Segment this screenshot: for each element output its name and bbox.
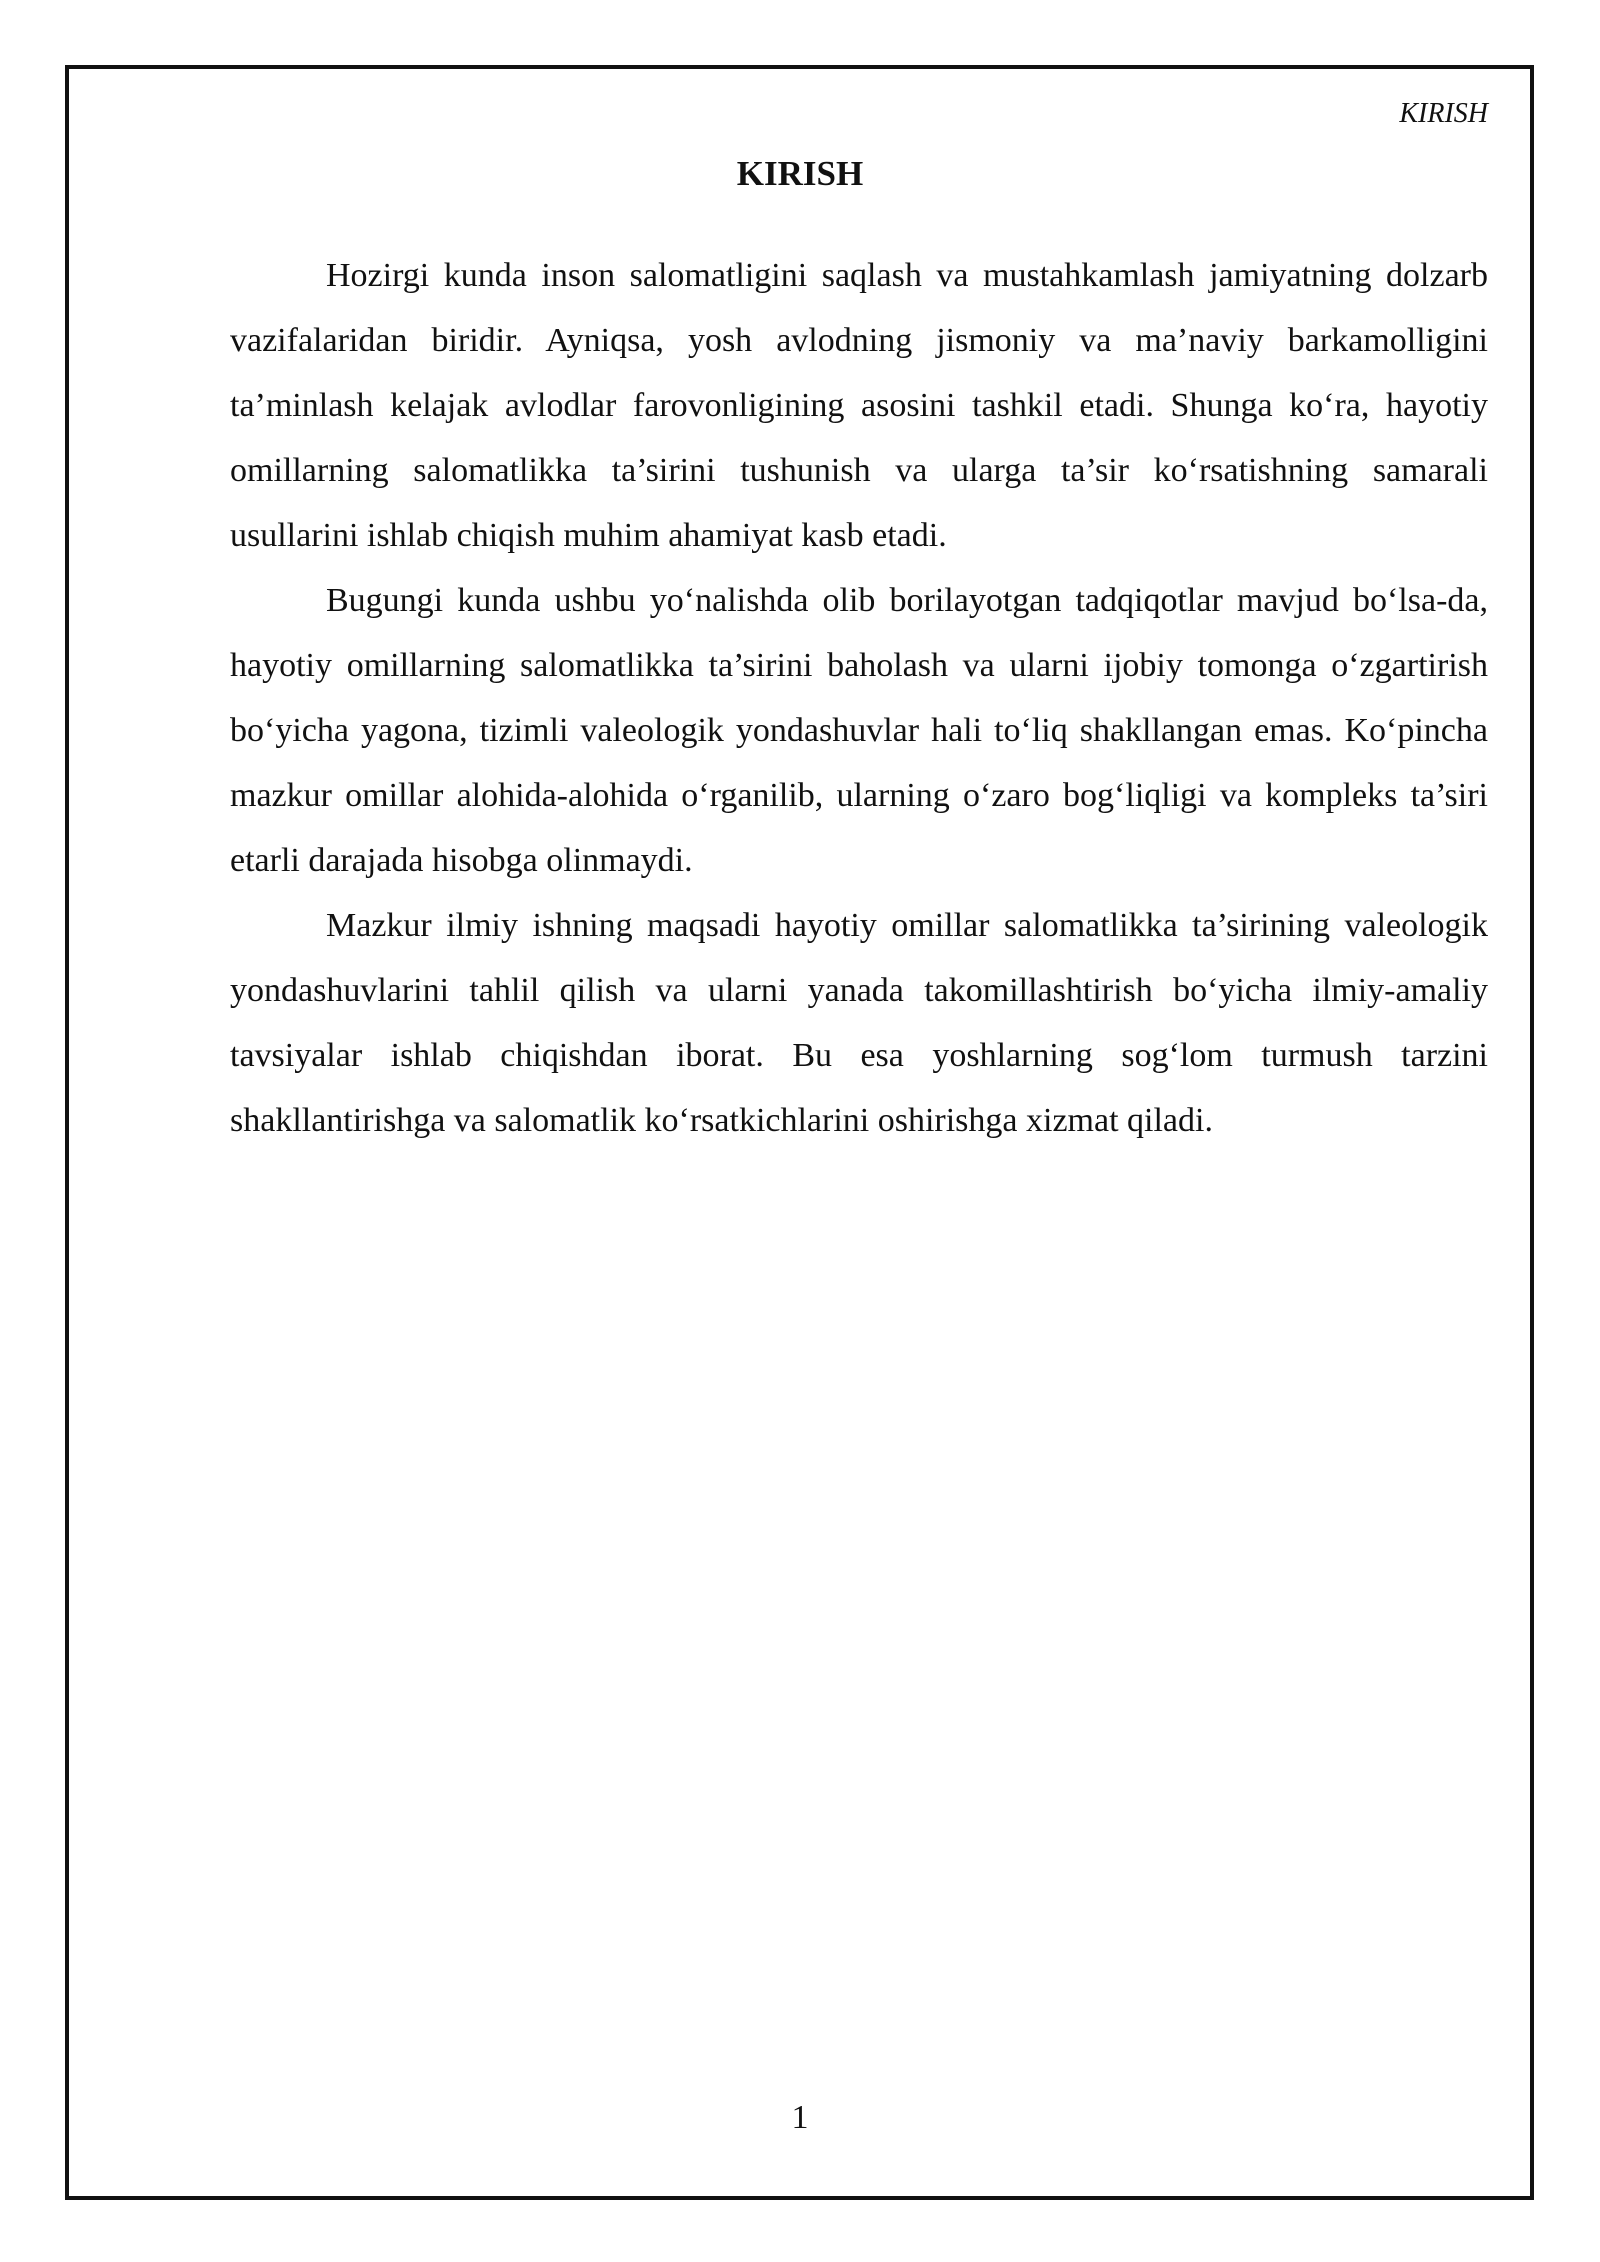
paragraph-2: Bugungi kunda ushbu yo‘nalishda olib borilayotgan tadqiqotlar mavjud bo‘lsa-da, hayotiy omillarning salomatlikka ta’sirini baholash va ularni ijobiy tomonga o‘zgartirish bo‘yicha yagona, tizimli valeologik yondashuvlar hali to‘liq shakllangan emas. Ko‘pincha mazkur omillar alohida-alohida o‘rganilib, ularning o‘zaro bog‘liqligi va kompleks ta’siri etarli darajada hisobga olinmaydi. — [230, 582, 1488, 879]
page-title: KIRISH — [736, 154, 864, 193]
body-text — [230, 243, 1488, 1153]
paragraph-1: Hozirgi kunda inson salomatligini saqlash va mustahkamlash jamiyatning dolzarb vazifalaridan biridir. Ayniqsa, yosh avlodning jismoniy va ma’naviy barkamolligini ta’minlash kelajak avlodlar farovonligining asosini tashkil etadi. Shunga ko‘ra, hayotiy omillarning salomatlikka ta’sirini tushunish va ularga ta’sir ko‘rsatishning samarali usullarini ishlab chiqish muhim ahamiyat kasb etadi. — [230, 257, 1488, 554]
page-number: 1 — [791, 2099, 809, 2136]
paragraph-3: Mazkur ilmiy ishning maqsadi hayotiy omillar salomatlikka ta’sirining valeologik yondashuvlarini tahlil qilish va ularni yanada takomillashtirish bo‘yicha ilmiy-amaliy tavsiyalar ishlab chiqishdan iborat. Bu esa yoshlarning sog‘lom turmush tarzini shakllantirishga va salomatlik ko‘rsatkichlarini oshirishga xizmat qiladi. — [230, 907, 1488, 1139]
running-header: KIRISH — [1399, 98, 1488, 129]
